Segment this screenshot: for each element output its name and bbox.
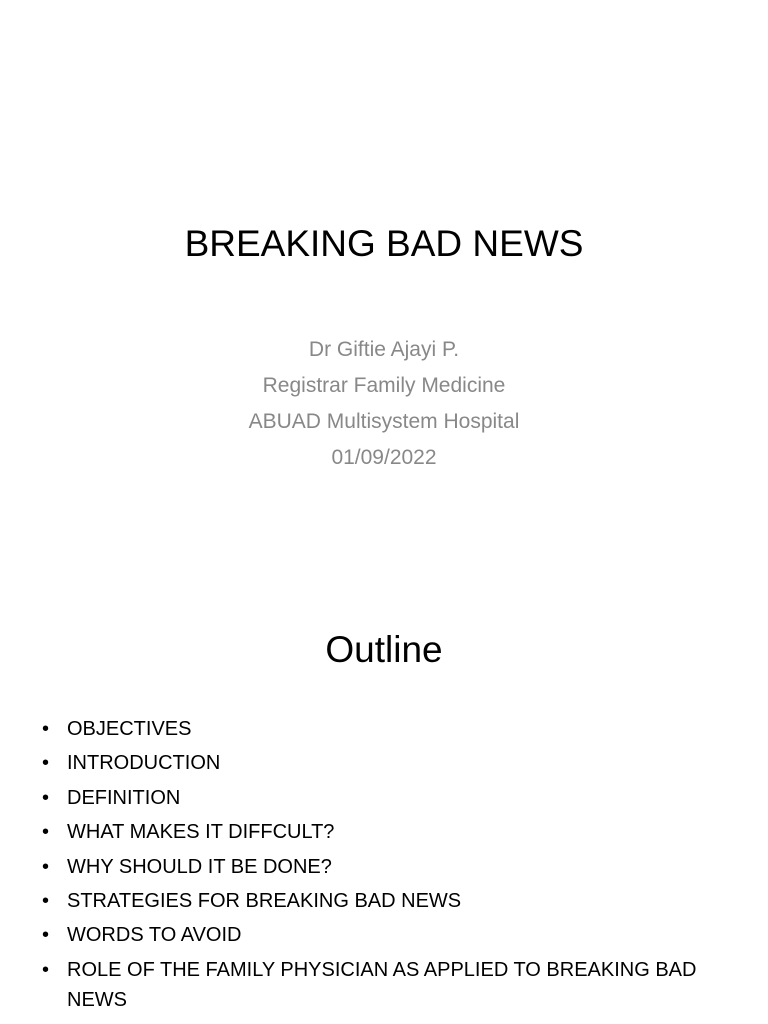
slide-title: BREAKING BAD NEWS — [184, 223, 584, 264]
bullet-icon: • — [42, 718, 50, 740]
slide-subtitle — [0, 332, 768, 476]
list-item-text: WORDS TO AVOID — [67, 924, 242, 947]
list-item — [42, 817, 732, 847]
author-institution: ABUAD Multisystem Hospital — [248, 410, 520, 433]
author-role: Registrar Family Medicine — [262, 374, 506, 397]
list-item-text: DEFINITION — [67, 786, 181, 809]
list-item — [42, 886, 732, 916]
author-name: Dr Giftie Ajayi P. — [308, 338, 460, 361]
presentation-date: 01/09/2022 — [331, 446, 437, 469]
bullet-icon: • — [42, 752, 50, 775]
list-item-text: WHAT MAKES IT DIFFCULT? — [67, 821, 335, 844]
bullet-icon: • — [42, 855, 50, 878]
list-item — [42, 748, 732, 778]
outline-title: Outline — [325, 629, 443, 670]
bullet-icon: • — [42, 958, 50, 981]
bullet-icon: • — [42, 786, 50, 809]
list-item-text: INTRODUCTION — [67, 752, 221, 775]
list-item-text: STRATEGIES FOR BREAKING BAD NEWS — [67, 889, 462, 912]
list-item-text: OBJECTIVES — [67, 718, 192, 740]
bullet-icon: • — [42, 889, 50, 912]
list-item-text: ROLE OF THE FAMILY PHYSICIAN AS APPLIED TO BREAKING BAD NEWS — [67, 958, 697, 1011]
outline-slide — [0, 576, 768, 1024]
list-item — [42, 852, 732, 882]
outline-list — [42, 714, 732, 1019]
list-item — [42, 955, 732, 1015]
bullet-icon: • — [42, 821, 50, 844]
list-item — [42, 714, 732, 744]
bullet-icon: • — [42, 924, 50, 947]
list-item-text: WHY SHOULD IT BE DONE? — [67, 855, 332, 878]
list-item — [42, 783, 732, 813]
list-item — [42, 920, 732, 950]
